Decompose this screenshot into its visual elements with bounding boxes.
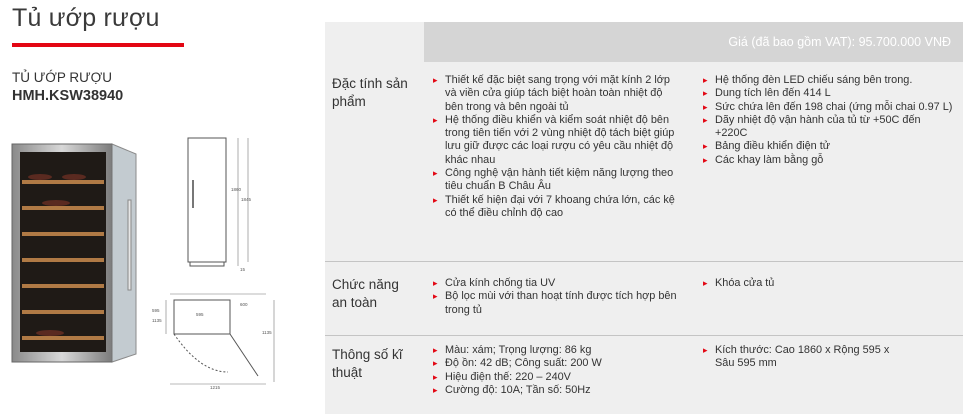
list-item: ▸ Cường độ: 10A; Tần số: 50Hz [433, 384, 683, 397]
list-item: ▸ Kích thước: Cao 1860 x Rộng 595 x Sâu 595 mm [703, 344, 908, 371]
dim-depth-open: 1215 [210, 385, 221, 390]
product-type-label: TỦ ƯỚP RƯỢU [12, 70, 112, 85]
dim-height-total: 1860 [231, 187, 242, 192]
dim-depth: 595 [152, 308, 160, 313]
technical-list-2 [703, 344, 908, 371]
dim-width: 595 [196, 312, 204, 317]
price-label: Giá (đã bao gồm VAT): 95.700.000 VNĐ [728, 35, 951, 49]
price-band [424, 22, 963, 62]
safety-list-1 [433, 277, 683, 317]
features-list-1 [433, 74, 683, 220]
list-item: ▸ Công nghệ vận hành tiết kiệm năng lượng theo tiêu chuẩn B Châu Âu [433, 167, 683, 194]
row-label-technical: Thông số kĩ thuật [332, 347, 403, 380]
row-divider [325, 261, 963, 262]
list-item: ▸ Thiết kế hiện đại với 7 khoang chứa lớn, các kệ có thể điều chỉnh độ cao [433, 194, 683, 221]
dim-height-body: 1845 [241, 197, 252, 202]
list-item: ▸ Thiết kế đặc biệt sang trọng với mặt kính 2 lớp và viền cửa giúp tách biệt hoàn toàn nhiệt độ bên trong và bên ngoài tủ [433, 74, 683, 114]
technical-list-1 [433, 344, 683, 397]
features-list-2 [703, 74, 953, 167]
wine-cooler-photo [10, 140, 140, 366]
list-item: ▸ Hệ thống điều khiển và kiểm soát nhiệt độ bên trong tiên tiến với 2 vùng nhiệt độ tách biệt giúp lưu giữ được các loại rượu có yêu cầu nhiệt độ khác nhau [433, 114, 683, 167]
list-item: ▸ Màu: xám; Trọng lượng: 86 kg [433, 344, 683, 357]
dim-plinth: 15 [240, 267, 246, 272]
list-item: ▸ Bảng điều khiển điện tử [703, 140, 953, 153]
list-item: ▸ Bộ lọc mùi với than hoạt tính được tích hợp bên trong tủ [433, 290, 683, 317]
safety-list-2 [703, 277, 953, 290]
list-item: ▸ Dung tích lên đến 414 L [703, 87, 953, 100]
top-dimension-drawing [150, 288, 282, 390]
page-title: Tủ ướp rượu [12, 4, 160, 32]
list-item: ▸ Hệ thống đèn LED chiếu sáng bên trong. [703, 74, 953, 87]
dim-door-open: 600 [240, 302, 248, 307]
list-item: ▸ Khóa cửa tủ [703, 277, 953, 290]
row-label-features: Đặc tính sản phẩm [332, 76, 408, 109]
product-model-code: HMH.KSW38940 [12, 88, 124, 104]
list-item: ▸ Các khay làm bằng gỗ [703, 154, 953, 167]
side-dimension-drawing [182, 136, 258, 276]
title-underline [12, 43, 184, 47]
list-item: ▸ Độ ồn: 42 dB; Công suất: 200 W [433, 357, 683, 370]
list-item: ▸ Hiệu điện thế: 220 – 240V [433, 371, 683, 384]
list-item: ▸ Cửa kính chống tia UV [433, 277, 683, 290]
dim-depth-left: 1135 [152, 318, 162, 323]
price-band-left [325, 22, 424, 62]
row-divider [325, 335, 963, 336]
dim-depth-side: 1135 [262, 330, 272, 335]
list-item: ▸ Dãy nhiệt độ vận hành của tủ từ +50C đến +220C [703, 114, 953, 141]
row-label-safety: Chức năng an toàn [332, 277, 399, 310]
list-item: ▸ Sức chứa lên đến 198 chai (ứng mỗi chai 0.97 L) [703, 101, 953, 114]
